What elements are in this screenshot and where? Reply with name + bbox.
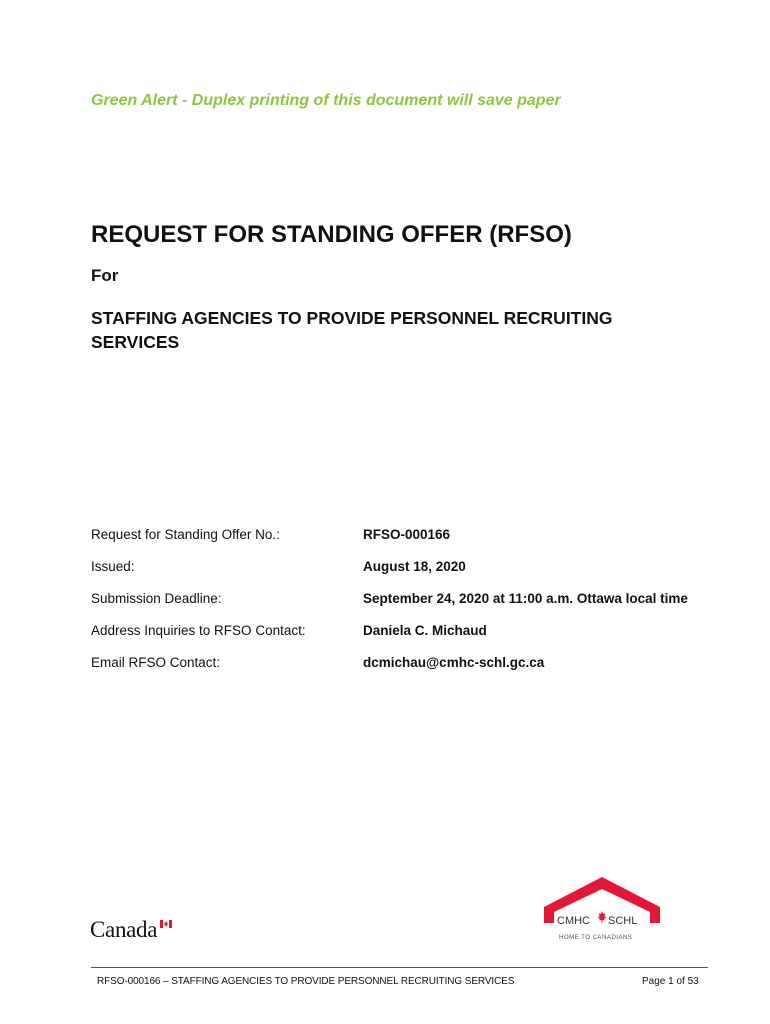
green-alert-note: Green Alert - Duplex printing of this document will save paper <box>91 92 561 109</box>
detail-value: RFSO-000166 <box>363 527 451 542</box>
footer-page-number: Page 1 of 53 <box>642 976 699 987</box>
detail-row-email <box>91 655 731 675</box>
canada-wordmark-text: Canada <box>90 917 158 942</box>
detail-value: September 24, 2020 at 11:00 a.m. Ottawa local time <box>363 591 688 606</box>
canadian-flag-icon <box>160 920 172 928</box>
cmhc-tagline: HOME TO CANADIANS <box>559 934 633 941</box>
detail-row-offer-number <box>91 527 731 547</box>
for-label: For <box>91 266 119 285</box>
detail-label: Address Inquiries to RFSO Contact: <box>91 623 306 638</box>
schl-text: SCHL <box>608 915 638 927</box>
maple-leaf-icon <box>598 911 607 923</box>
detail-label: Submission Deadline: <box>91 591 222 606</box>
canada-wordmark-logo <box>90 914 174 944</box>
document-title: REQUEST FOR STANDING OFFER (RFSO) <box>91 221 572 248</box>
detail-value: August 18, 2020 <box>363 559 466 574</box>
detail-row-issued <box>91 559 731 579</box>
detail-row-contact <box>91 623 731 643</box>
detail-value: Daniela C. Michaud <box>363 623 487 638</box>
detail-label: Issued: <box>91 559 135 574</box>
detail-label: Request for Standing Offer No.: <box>91 527 280 542</box>
detail-row-deadline <box>91 591 731 611</box>
cmhc-text: CMHC <box>557 915 590 927</box>
detail-value: dcmichau@cmhc-schl.gc.ca <box>363 655 545 670</box>
footer-document-title: RFSO-000166 – STAFFING AGENCIES TO PROVIDE PERSONNEL RECRUITING SERVICES <box>97 976 515 987</box>
document-subtitle: STAFFING AGENCIES TO PROVIDE PERSONNEL RECRUITING SERVICES <box>91 308 613 352</box>
cmhc-schl-logo <box>540 873 664 945</box>
footer-divider <box>91 967 708 968</box>
detail-label: Email RFSO Contact: <box>91 655 221 670</box>
